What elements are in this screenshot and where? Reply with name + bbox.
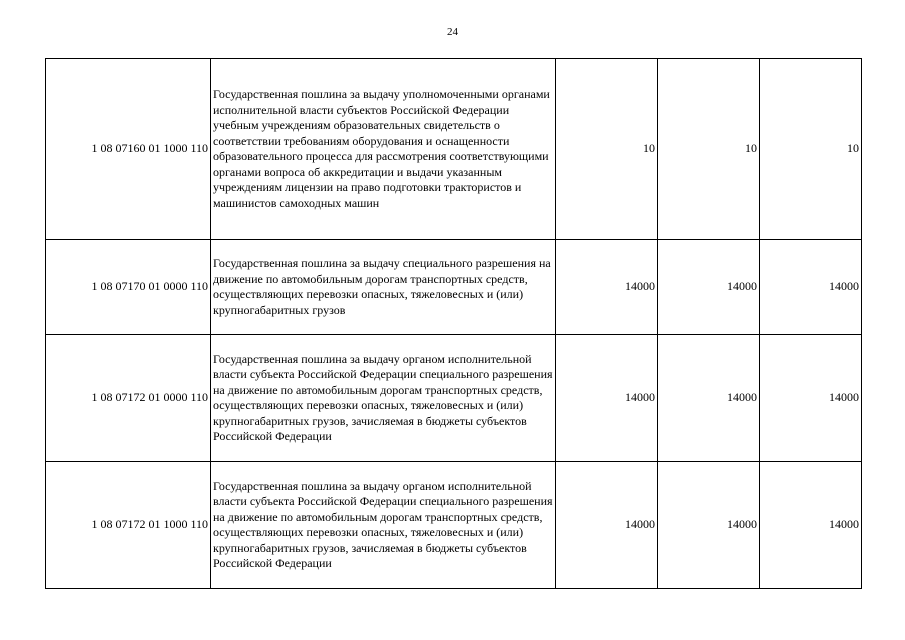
table-row — [46, 240, 862, 335]
amount-year-3: 14000 — [760, 462, 862, 589]
amount-year-3: 10 — [760, 59, 862, 240]
revenue-name: Государственная пошлина за выдачу органом исполнительной власти субъекта Российской Федерации специального разрешения на движение по автомобильным дорогам транспортных средств, осуществляющих перевозки опасных, тяжеловесных и (или) крупногабаритных грузов, зачисляемая в бюджеты субъектов Российской Федерации — [211, 335, 556, 462]
amount-year-2: 14000 — [658, 240, 760, 335]
revenue-code: 1 08 07170 01 0000 110 — [46, 240, 211, 335]
revenue-name: Государственная пошлина за выдачу специального разрешения на движение по автомобильным дорогам транспортных средств, осуществляющих перевозки опасных, тяжеловесных и (или) крупногабаритных грузов — [211, 240, 556, 335]
page-number: 24 — [447, 26, 458, 38]
amount-year-2: 14000 — [658, 462, 760, 589]
amount-year-3: 14000 — [760, 240, 862, 335]
revenue-name: Государственная пошлина за выдачу органом исполнительной власти субъекта Российской Федерации специального разрешения на движение по автомобильным дорогам транспортных средств, осуществляющих перевозки опасных, тяжеловесных и (или) крупногабаритных грузов, зачисляемая в бюджеты субъектов Российской Федерации — [211, 462, 556, 589]
amount-year-2: 14000 — [658, 335, 760, 462]
amount-year-1: 14000 — [556, 240, 658, 335]
revenue-code: 1 08 07160 01 1000 110 — [46, 59, 211, 240]
revenue-code: 1 08 07172 01 1000 110 — [46, 462, 211, 589]
amount-year-2: 10 — [658, 59, 760, 240]
revenue-name: Государственная пошлина за выдачу уполномоченными органами исполнительной власти субъектов Российской Федерации учебным учреждениям образовательных свидетельств о соответствии требованиям оборудования и оснащенности образовательного процесса для рассмотрения соответствующими органами вопроса об аккредитации и выдачи указанным учреждениям лицензии на право подготовки трактористов и машинистов самоходных машин — [211, 59, 556, 240]
revenue-table — [45, 58, 862, 589]
amount-year-1: 14000 — [556, 335, 658, 462]
amount-year-3: 14000 — [760, 335, 862, 462]
amount-year-1: 10 — [556, 59, 658, 240]
table-row — [46, 59, 862, 240]
amount-year-1: 14000 — [556, 462, 658, 589]
revenue-code: 1 08 07172 01 0000 110 — [46, 335, 211, 462]
table-row — [46, 462, 862, 589]
table-row — [46, 335, 862, 462]
